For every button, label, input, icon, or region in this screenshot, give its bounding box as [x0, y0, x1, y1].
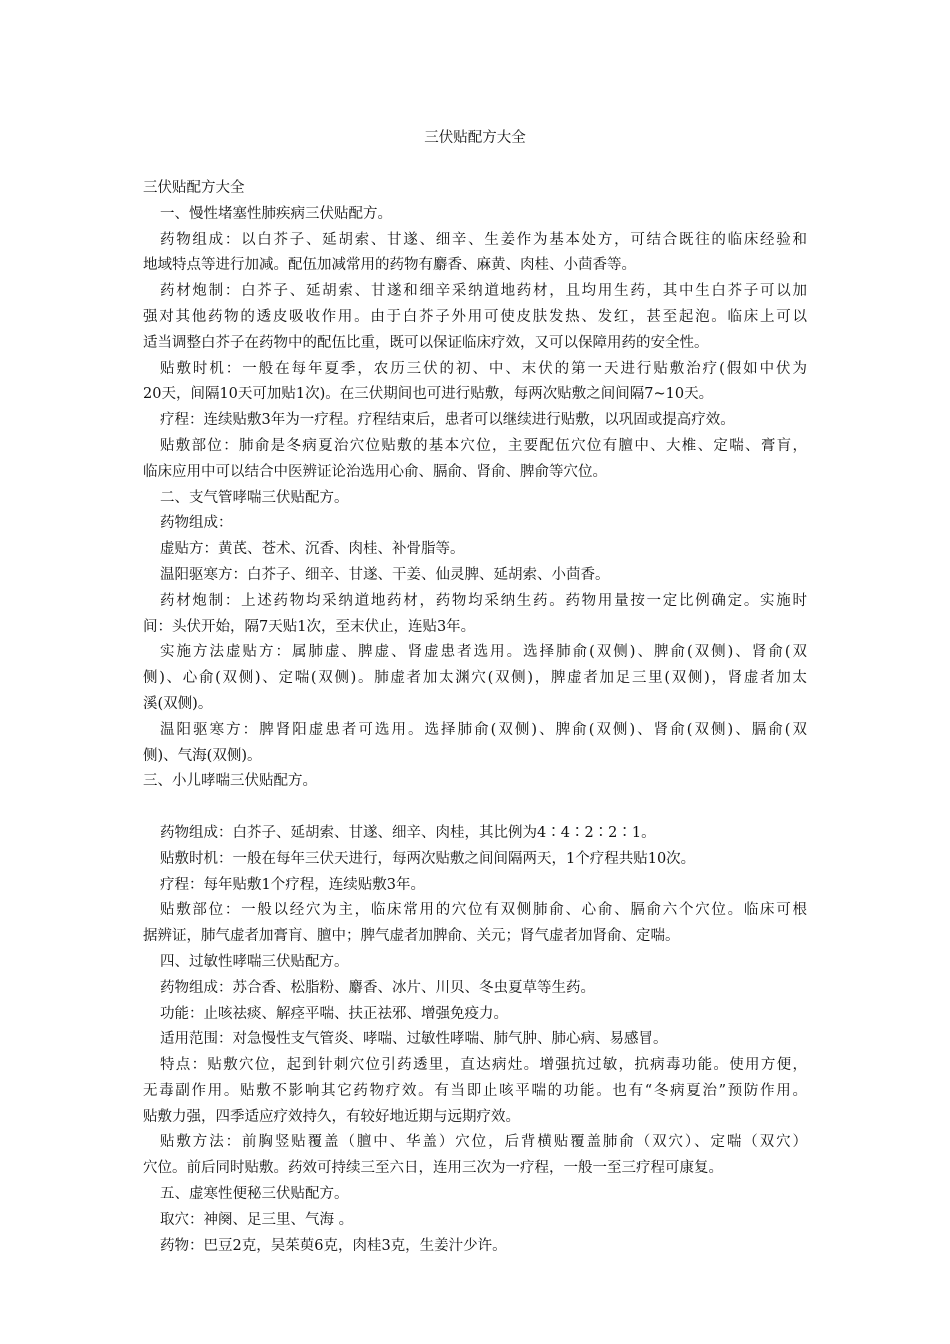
paragraph-line: 贴敷部位：一般以经穴为主，临床常用的穴位有双侧肺俞、心俞、膈俞六个穴位。临床可根	[160, 902, 807, 919]
paragraph-line: 实施方法虚贴方：属肺虚、脾虚、肾虚患者选用。选择肺俞(双侧)、脾俞(双侧)、肾俞(双	[160, 644, 807, 661]
paragraph-line: 侧)、心俞(双侧)、定喘(双侧)。肺虚者加太渊穴(双侧)，脾虚者加足三里(双侧)，肾虚者加太	[143, 670, 807, 687]
paragraph-line: 20天，间隔10天可加贴1次)。在三伏期间也可进行贴敷，每两次贴敷之间间隔7~10天。	[143, 386, 714, 403]
paragraph-line: 地域特点等进行加减。配伍加减常用的药物有麝香、麻黄、肉桂、小茴香等。	[143, 257, 636, 274]
paragraph-line: 贴敷时机：一般在每年夏季，农历三伏的初、中、末伏的第一天进行贴敷治疗(假如中伏为	[160, 360, 807, 377]
paragraph-line: 疗程：每年贴敷1个疗程，连续贴敷3年。	[160, 876, 425, 893]
paragraph-line: 无毒副作用。贴敷不影响其它药物疗效。有当即止咳平喘的功能。也有“冬病夏治”预防作用。	[143, 1082, 807, 1099]
section-heading: 三、小儿哮喘三伏贴配方。	[143, 773, 317, 790]
paragraph-line: 临床应用中可以结合中医辨证论治选用心俞、膈俞、肾俞、脾俞等穴位。	[143, 463, 607, 480]
paragraph-line: 温阳驱寒方：白芥子、细辛、甘遂、干姜、仙灵脾、延胡索、小茴香。	[160, 566, 610, 583]
section-heading: 二、支气管哮喘三伏贴配方。	[160, 489, 349, 506]
paragraph-line: 功能：止咳祛痰、解痉平喘、扶正祛邪、增强免疫力。	[160, 1005, 508, 1022]
section-heading: 一、慢性堵塞性肺疾病三伏贴配方。	[160, 205, 392, 222]
section-heading: 五、虚寒性便秘三伏贴配方。	[160, 1186, 349, 1203]
paragraph-line: 药物组成：白芥子、延胡索、甘遂、细辛、肉桂，其比例为4∶4∶2∶2∶1。	[160, 824, 656, 841]
paragraph-line: 穴位。前后同时贴敷。药效可持续三至六日，连用三次为一疗程，一般一至三疗程可康复。	[143, 1160, 723, 1177]
paragraph-line: 适当调整白芥子在药物中的配伍比重，既可以保证临床疗效，又可以保障用药的安全性。	[143, 334, 709, 351]
paragraph-line: 据辨证，肺气虚者加膏肓、膻中；脾气虚者加脾俞、关元；肾气虚者加肾俞、定喘。	[143, 928, 680, 945]
paragraph-line: 虚贴方：黄芪、苍术、沉香、肉桂、补骨脂等。	[160, 541, 465, 558]
paragraph-line: 取穴：神阕、足三里、气海 。	[160, 1211, 354, 1228]
paragraph-line: 药物组成：以白芥子、延胡索、甘遂、细辛、生姜作为基本处方，可结合既往的临床经验和	[160, 231, 807, 248]
paragraph-line: 药物组成：苏合香、松脂粉、麝香、冰片、川贝、冬虫夏草等生药。	[160, 979, 595, 996]
paragraph-line: 溪(双侧)。	[143, 695, 213, 712]
paragraph-line: 贴敷时机：一般在每年三伏天进行，每两次贴敷之间间隔两天，1个疗程共贴10次。	[160, 850, 696, 867]
paragraph-line: 侧)、气海(双侧)。	[143, 747, 262, 764]
paragraph-line: 间：头伏开始，隔7天贴1次，至末伏止，连贴3年。	[143, 618, 476, 635]
paragraph-line: 贴敷力强，四季适应疗效持久，有较好地近期与远期疗效。	[143, 1108, 520, 1125]
paragraph-line: 药材炮制：白芥子、延胡索、甘遂和细辛采纳道地药材，且均用生药，其中生白芥子可以加	[160, 283, 807, 300]
paragraph-line: 药物：巴豆2克，吴茱萸6克，肉桂3克，生姜汁少许。	[160, 1237, 507, 1254]
paragraph-line: 贴敷部位：肺俞是冬病夏治穴位贴敷的基本穴位，主要配伍穴位有膻中、大椎、定喘、膏肓，	[160, 437, 807, 454]
document-title: 三伏贴配方大全	[424, 130, 526, 146]
paragraph-line: 疗程：连续贴敷3年为一疗程。疗程结束后，患者可以继续进行贴敷，以巩固或提高疗效。	[160, 412, 735, 429]
paragraph-line: 适用范围：对急慢性支气管炎、哮喘、过敏性哮喘、肺气肿、肺心病、易感冒。	[160, 1031, 668, 1048]
paragraph-line: 特点：贴敷穴位，起到针刺穴位引药透里，直达病灶。增强抗过敏，抗病毒功能。使用方便，	[160, 1057, 807, 1074]
paragraph-line: 药材炮制：上述药物均采纳道地药材，药物均采纳生药。药物用量按一定比例确定。实施时	[160, 592, 807, 609]
paragraph-line: 温阳驱寒方：脾肾阳虚患者可选用。选择肺俞(双侧)、脾俞(双侧)、肾俞(双侧)、膈俞(双	[160, 721, 807, 738]
blank-line	[143, 795, 807, 821]
section-heading: 三伏贴配方大全	[143, 180, 245, 196]
paragraph-line: 贴敷方法：前胸竖贴覆盖（膻中、华盖）穴位，后背横贴覆盖肺俞（双穴）、定喘（双穴）	[160, 1134, 807, 1151]
section-heading: 四、过敏性哮喘三伏贴配方。	[160, 953, 349, 970]
paragraph-line: 药物组成：	[160, 515, 233, 532]
paragraph-line: 强对其他药物的透皮吸收作用。由于白芥子外用可使皮肤发热、发红，甚至起泡。临床上可以	[143, 308, 807, 325]
document-body	[143, 176, 807, 1259]
